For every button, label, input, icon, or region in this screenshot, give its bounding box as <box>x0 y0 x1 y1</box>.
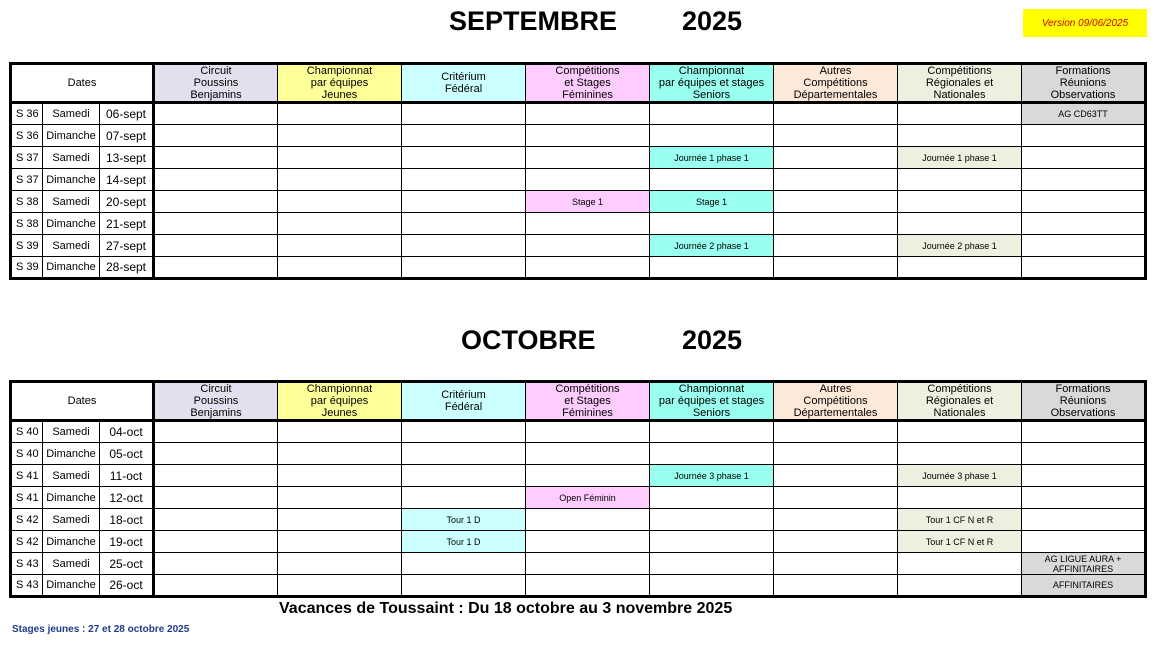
event-cell <box>278 213 402 235</box>
column-header-circuit: Circuit Poussins Benjamins <box>154 64 278 103</box>
event-cell <box>402 575 526 597</box>
event-cell <box>774 465 898 487</box>
column-header-autres: Autres Compétitions Départementales <box>774 64 898 103</box>
week-cell: S 40 <box>11 421 43 443</box>
event-cell: Stage 1 <box>650 191 774 213</box>
event-cell: Journée 1 phase 1 <box>898 147 1022 169</box>
event-cell: Journée 2 phase 1 <box>650 235 774 257</box>
event-cell <box>774 509 898 531</box>
event-cell <box>1022 465 1146 487</box>
event-cell <box>278 235 402 257</box>
day-cell: Dimanche <box>43 257 100 279</box>
event-cell: AG CD63TT <box>1022 103 1146 125</box>
event-cell: Journée 2 phase 1 <box>898 235 1022 257</box>
event-cell: AG LIGUE AURA + AFFINITAIRES <box>1022 553 1146 575</box>
date-cell: 27-sept <box>100 235 154 257</box>
event-cell <box>154 147 278 169</box>
event-cell <box>650 125 774 147</box>
event-cell <box>154 103 278 125</box>
event-cell <box>526 553 650 575</box>
event-cell <box>154 125 278 147</box>
day-cell: Dimanche <box>43 125 100 147</box>
date-cell: 21-sept <box>100 213 154 235</box>
week-cell: S 39 <box>11 235 43 257</box>
event-cell: Journée 3 phase 1 <box>898 465 1022 487</box>
event-cell <box>1022 443 1146 465</box>
month-name: SEPTEMBRE <box>449 6 618 36</box>
event-cell <box>650 487 774 509</box>
event-cell <box>526 103 650 125</box>
day-cell: Dimanche <box>43 213 100 235</box>
event-cell <box>154 443 278 465</box>
event-cell <box>650 169 774 191</box>
week-cell: S 38 <box>11 191 43 213</box>
event-cell <box>526 421 650 443</box>
column-header-competitions: Compétitions et Stages Féminines <box>526 382 650 421</box>
event-cell <box>402 553 526 575</box>
date-cell: 13-sept <box>100 147 154 169</box>
event-cell <box>898 213 1022 235</box>
event-cell <box>402 421 526 443</box>
column-header-criterium: Critérium Fédéral <box>402 64 526 103</box>
week-cell: S 43 <box>11 575 43 597</box>
date-cell: 12-oct <box>100 487 154 509</box>
column-header-circuit: Circuit Poussins Benjamins <box>154 382 278 421</box>
date-cell: 07-sept <box>100 125 154 147</box>
event-cell <box>1022 257 1146 279</box>
event-cell <box>526 509 650 531</box>
table-row <box>11 553 1146 575</box>
table-row <box>11 509 1146 531</box>
event-cell <box>1022 147 1146 169</box>
event-cell <box>278 487 402 509</box>
day-cell: Dimanche <box>43 531 100 553</box>
youth-stages-note: Stages jeunes : 27 et 28 octobre 2025 <box>12 624 190 635</box>
week-cell: S 36 <box>11 125 43 147</box>
event-cell <box>402 257 526 279</box>
event-cell <box>154 575 278 597</box>
event-cell <box>526 575 650 597</box>
event-cell <box>278 443 402 465</box>
event-cell <box>154 213 278 235</box>
day-cell: Samedi <box>43 235 100 257</box>
event-cell <box>154 509 278 531</box>
version-badge: Version 09/06/2025 <box>1023 9 1147 37</box>
calendar-table-september <box>9 62 1147 280</box>
table-row <box>11 213 1146 235</box>
event-cell <box>402 487 526 509</box>
week-cell: S 42 <box>11 531 43 553</box>
event-cell <box>774 147 898 169</box>
event-cell <box>154 235 278 257</box>
dates-header: Dates <box>11 64 154 103</box>
date-cell: 19-oct <box>100 531 154 553</box>
event-cell <box>278 465 402 487</box>
dates-header: Dates <box>11 382 154 421</box>
event-cell <box>402 465 526 487</box>
event-cell <box>154 553 278 575</box>
event-cell <box>402 147 526 169</box>
week-cell: S 43 <box>11 553 43 575</box>
event-cell <box>650 575 774 597</box>
event-cell <box>774 169 898 191</box>
event-cell <box>898 169 1022 191</box>
week-cell: S 37 <box>11 169 43 191</box>
event-cell <box>154 191 278 213</box>
column-header-championnat: Championnat par équipes Jeunes <box>278 382 402 421</box>
column-header-competitions: Compétitions Régionales et Nationales <box>898 64 1022 103</box>
event-cell <box>774 575 898 597</box>
date-cell: 28-sept <box>100 257 154 279</box>
event-cell <box>1022 191 1146 213</box>
event-cell <box>898 553 1022 575</box>
event-cell <box>650 553 774 575</box>
date-cell: 05-oct <box>100 443 154 465</box>
week-cell: S 41 <box>11 487 43 509</box>
event-cell <box>154 421 278 443</box>
event-cell <box>278 125 402 147</box>
day-cell: Samedi <box>43 421 100 443</box>
week-cell: S 39 <box>11 257 43 279</box>
event-cell <box>154 169 278 191</box>
day-cell: Samedi <box>43 103 100 125</box>
event-cell <box>278 191 402 213</box>
event-cell: Tour 1 D <box>402 531 526 553</box>
event-cell <box>898 575 1022 597</box>
event-cell <box>774 103 898 125</box>
event-cell <box>898 421 1022 443</box>
event-cell <box>402 169 526 191</box>
event-cell <box>650 421 774 443</box>
table-row <box>11 191 1146 213</box>
day-cell: Samedi <box>43 465 100 487</box>
event-cell <box>278 531 402 553</box>
table-row <box>11 443 1146 465</box>
event-cell <box>278 421 402 443</box>
event-cell <box>402 103 526 125</box>
event-cell <box>774 487 898 509</box>
event-cell <box>526 125 650 147</box>
event-cell <box>1022 213 1146 235</box>
table-row <box>11 103 1146 125</box>
event-cell <box>278 257 402 279</box>
event-cell <box>526 235 650 257</box>
event-cell <box>402 191 526 213</box>
event-cell <box>1022 235 1146 257</box>
day-cell: Dimanche <box>43 575 100 597</box>
table-row <box>11 531 1146 553</box>
event-cell <box>1022 531 1146 553</box>
event-cell <box>650 509 774 531</box>
date-cell: 20-sept <box>100 191 154 213</box>
event-cell <box>526 213 650 235</box>
header-row <box>11 382 1146 421</box>
date-cell: 25-oct <box>100 553 154 575</box>
column-header-championnat: Championnat par équipes et stages Seniors <box>650 382 774 421</box>
column-header-formations: Formations Réunions Observations <box>1022 64 1146 103</box>
event-cell <box>650 103 774 125</box>
event-cell <box>898 443 1022 465</box>
event-cell <box>774 235 898 257</box>
column-header-autres: Autres Compétitions Départementales <box>774 382 898 421</box>
event-cell: Stage 1 <box>526 191 650 213</box>
event-cell <box>526 147 650 169</box>
event-cell <box>650 443 774 465</box>
event-cell <box>526 169 650 191</box>
table-row <box>11 575 1146 597</box>
week-cell: S 38 <box>11 213 43 235</box>
event-cell <box>278 169 402 191</box>
event-cell <box>1022 125 1146 147</box>
event-cell <box>650 213 774 235</box>
event-cell <box>402 235 526 257</box>
event-cell <box>402 443 526 465</box>
table-row <box>11 421 1146 443</box>
column-header-championnat: Championnat par équipes Jeunes <box>278 64 402 103</box>
day-cell: Samedi <box>43 553 100 575</box>
event-cell <box>898 103 1022 125</box>
table-row <box>11 257 1146 279</box>
calendar-table-october <box>9 380 1147 598</box>
event-cell <box>650 257 774 279</box>
table-row <box>11 147 1146 169</box>
month-year: 2025 <box>682 325 743 355</box>
event-cell <box>278 103 402 125</box>
event-cell <box>526 531 650 553</box>
event-cell: Journée 3 phase 1 <box>650 465 774 487</box>
week-cell: S 41 <box>11 465 43 487</box>
event-cell <box>1022 421 1146 443</box>
day-cell: Samedi <box>43 191 100 213</box>
event-cell: Tour 1 CF N et R <box>898 509 1022 531</box>
event-cell <box>774 125 898 147</box>
event-cell <box>154 257 278 279</box>
table-row <box>11 487 1146 509</box>
table-row <box>11 125 1146 147</box>
event-cell <box>402 213 526 235</box>
event-cell <box>526 257 650 279</box>
event-cell <box>1022 487 1146 509</box>
event-cell <box>526 443 650 465</box>
event-cell <box>154 531 278 553</box>
week-cell: S 36 <box>11 103 43 125</box>
date-cell: 11-oct <box>100 465 154 487</box>
week-cell: S 42 <box>11 509 43 531</box>
event-cell <box>774 257 898 279</box>
event-cell <box>526 465 650 487</box>
event-cell <box>1022 509 1146 531</box>
event-cell <box>898 487 1022 509</box>
event-cell <box>278 553 402 575</box>
event-cell <box>774 191 898 213</box>
column-header-competitions: Compétitions et Stages Féminines <box>526 64 650 103</box>
event-cell <box>650 531 774 553</box>
event-cell <box>774 421 898 443</box>
event-cell: Journée 1 phase 1 <box>650 147 774 169</box>
event-cell: Tour 1 CF N et R <box>898 531 1022 553</box>
event-cell <box>774 443 898 465</box>
column-header-competitions: Compétitions Régionales et Nationales <box>898 382 1022 421</box>
month-name: OCTOBRE <box>461 325 596 355</box>
event-cell <box>774 553 898 575</box>
date-cell: 26-oct <box>100 575 154 597</box>
event-cell: Tour 1 D <box>402 509 526 531</box>
event-cell: AFFINITAIRES <box>1022 575 1146 597</box>
event-cell <box>898 257 1022 279</box>
day-cell: Dimanche <box>43 169 100 191</box>
month-title-october <box>0 325 1157 365</box>
event-cell <box>154 487 278 509</box>
event-cell <box>402 125 526 147</box>
day-cell: Samedi <box>43 147 100 169</box>
week-cell: S 37 <box>11 147 43 169</box>
month-year: 2025 <box>682 6 743 36</box>
event-cell <box>774 531 898 553</box>
day-cell: Dimanche <box>43 487 100 509</box>
event-cell <box>154 465 278 487</box>
event-cell <box>278 147 402 169</box>
event-cell: Open Féminin <box>526 487 650 509</box>
event-cell <box>898 125 1022 147</box>
date-cell: 06-sept <box>100 103 154 125</box>
event-cell <box>278 509 402 531</box>
event-cell <box>898 191 1022 213</box>
week-cell: S 40 <box>11 443 43 465</box>
day-cell: Samedi <box>43 509 100 531</box>
column-header-championnat: Championnat par équipes et stages Seniors <box>650 64 774 103</box>
date-cell: 04-oct <box>100 421 154 443</box>
month-title-september <box>0 6 1157 46</box>
event-cell <box>774 213 898 235</box>
date-cell: 18-oct <box>100 509 154 531</box>
column-header-formations: Formations Réunions Observations <box>1022 382 1146 421</box>
table-row <box>11 235 1146 257</box>
header-row <box>11 64 1146 103</box>
table-row <box>11 465 1146 487</box>
event-cell <box>278 575 402 597</box>
column-header-criterium: Critérium Fédéral <box>402 382 526 421</box>
date-cell: 14-sept <box>100 169 154 191</box>
event-cell <box>1022 169 1146 191</box>
table-row <box>11 169 1146 191</box>
day-cell: Dimanche <box>43 443 100 465</box>
toussaint-holiday-note: Vacances de Toussaint : Du 18 octobre au 3 novembre 2025 <box>279 600 733 617</box>
